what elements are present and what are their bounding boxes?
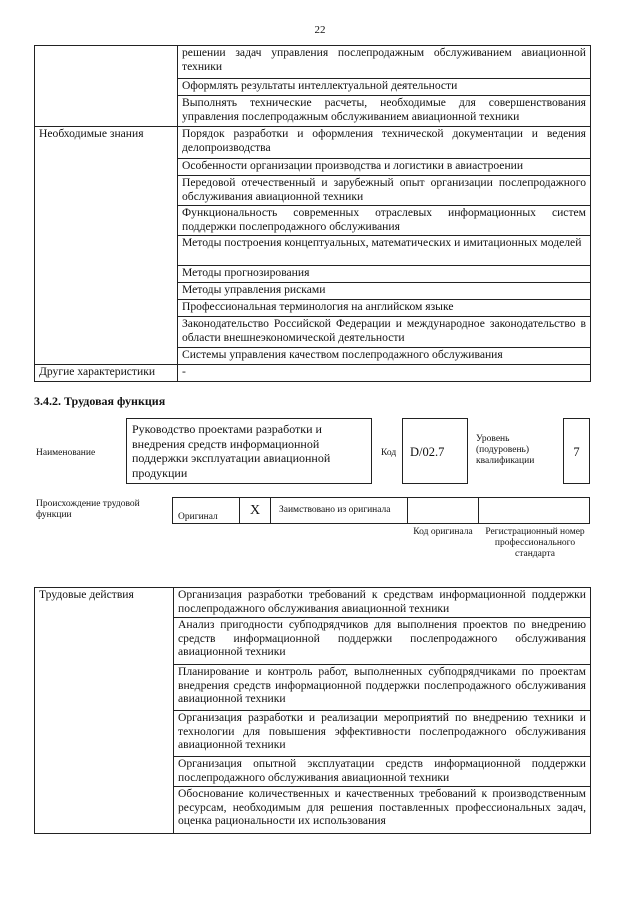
level-box: 7 [563, 418, 590, 484]
work-actions-table [34, 587, 591, 834]
other-label: Другие характеристики [35, 365, 178, 382]
knowledge-row: Передовой отечественный и зарубежный опыт организации послепродажного обслуживания авиационной техники [178, 176, 591, 206]
actions-label: Трудовые действия [35, 588, 174, 834]
knowledge-label: Необходимые знания [35, 127, 178, 365]
action-row: Организация опытной эксплуатации средств информационной поддержки послепродажного обслуживания авиационной техники [174, 757, 591, 787]
original-label: Оригинал [178, 512, 218, 522]
skills-label-cell [35, 46, 178, 127]
skills-knowledge-table [34, 45, 591, 382]
code-box: D/02.7 [402, 418, 468, 484]
page-number: 22 [314, 24, 326, 36]
knowledge-row: Системы управления качеством послепродажного обслуживания [178, 348, 591, 365]
skill-row: решении задач управления послепродажным обслуживанием авиационной техники [178, 46, 591, 79]
knowledge-row: Методы управления рисками [178, 283, 591, 300]
action-row: Обоснование количественных и качественных требований к производственным ресурсам, необходимым для решения поставленных профессиональных задач, оценка рациональности их использования [174, 787, 591, 834]
level-label: Уровень (подуровень) квалификации [476, 434, 535, 466]
action-row: Планирование и контроль работ, выполненных субподрядчиками по проектам внедрения средств информационной поддержки послепродажного обслуживания авиационной техники [174, 665, 591, 711]
action-row: Анализ пригодности субподрядчиков для выполнения проектов по внедрению средств информационной поддержки послепродажного обслуживания авиационной техники [174, 618, 591, 665]
code-label: Код [381, 448, 397, 458]
other-value: - [178, 365, 591, 382]
borrowed-box [270, 497, 408, 524]
original-code-caption: Код оригинала [413, 527, 473, 537]
action-row: Организация разработки требований к средствам информационной поддержки послепродажного обслуживания авиационной техники [174, 588, 591, 618]
section-heading: 3.4.2. Трудовая функция [34, 394, 166, 408]
borrowed-label: Заимствовано из оригинала [279, 505, 391, 515]
original-checkbox: X [239, 497, 271, 524]
knowledge-row: Особенности организации производства и логистики в авиастроении [178, 159, 591, 176]
action-row: Организация разработки и реализации мероприятий по внедрению техники и технологии для повышения эффективности послепродажного обслуживания авиационной техники [174, 711, 591, 757]
registration-caption: Регистрационный номер профессионального стандарта [485, 527, 585, 559]
name-label: Наименование [36, 448, 96, 458]
knowledge-row: Функциональность современных отраслевых информационных систем поддержки послепродажного обслуживания [178, 206, 591, 236]
original-code-box [407, 497, 479, 524]
knowledge-row: Профессиональная терминология на английском языке [178, 300, 591, 317]
knowledge-row: Порядок разработки и оформления технической документации и ведения делопроизводства [178, 127, 591, 159]
skill-row: Выполнять технические расчеты, необходимые для совершенствования управления послепродажным обслуживанием авиационной техники [178, 96, 591, 127]
function-name-box: Руководство проектами разработки и внедрения средств информационной поддержки эксплуатации авиационной продукции [126, 418, 372, 484]
registration-number-box [478, 497, 590, 524]
knowledge-row: Методы построения концептуальных, математических и имитационных моделей [178, 236, 591, 266]
origin-label: Происхождение трудовой функции [36, 499, 140, 520]
knowledge-row: Законодательство Российской Федерации и международное законодательство в области внешнеэкономической деятельности [178, 317, 591, 348]
skill-row: Оформлять результаты интеллектуальной деятельности [178, 79, 591, 96]
original-label-box [172, 497, 240, 524]
knowledge-row: Методы прогнозирования [178, 266, 591, 283]
